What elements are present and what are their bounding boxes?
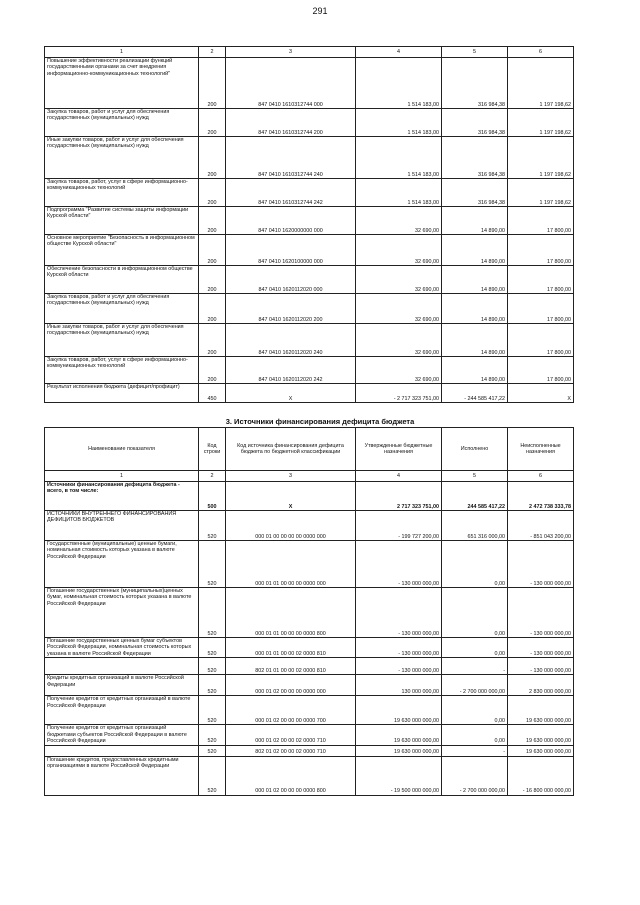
cell-name: Закупка товаров, работ, услуг в сфере информационно-коммуникационных технологий (45, 179, 199, 207)
cell-approved: 1 514 183,00 (356, 179, 442, 207)
cell-approved: 19 630 000 000,00 (356, 725, 442, 745)
cell-name: Государственные (муниципальные) ценные бумаги, номинальная стоимость которых указана в валюте Российской Федерации (45, 541, 199, 588)
column-number-header: 4 (356, 47, 442, 58)
cell-approved: 32 690,00 (356, 266, 442, 294)
cell-unexecuted: 2 830 000 000,00 (508, 675, 574, 696)
cell-line-code: 520 (199, 511, 226, 541)
cell-approved: 32 690,00 (356, 357, 442, 384)
table-row (45, 482, 574, 511)
cell-approved: - 130 000 000,00 (356, 588, 442, 638)
column-number-header: 6 (508, 47, 574, 58)
cell-line-code: 200 (199, 58, 226, 109)
cell-name: Погашение кредитов, предоставленных кредитными организациями в валюте Российской Федерации (45, 756, 199, 795)
table-row (45, 588, 574, 638)
cell-approved: - 130 000 000,00 (356, 541, 442, 588)
cell-approved: 1 514 183,00 (356, 58, 442, 109)
cell-executed: 651 316 000,00 (442, 511, 508, 541)
cell-approved: 19 630 000 000,00 (356, 696, 442, 725)
column-header: Исполнено (442, 428, 508, 471)
cell-name (45, 658, 199, 675)
cell-executed: 14 890,00 (442, 324, 508, 357)
column-header: Неисполненные назначения (508, 428, 574, 471)
cell-approved: 130 000 000,00 (356, 675, 442, 696)
table-row (45, 541, 574, 588)
table-row (45, 109, 574, 137)
cell-name: Иные закупки товаров, работ и услуг для обеспечения государственных (муниципальных) нужд (45, 324, 199, 357)
cell-classification-code: 000 01 02 00 00 00 0000 800 (226, 756, 356, 795)
cell-name: Основное мероприятие "Безопасность в информационном обществе Курской области" (45, 235, 199, 266)
cell-approved: 32 690,00 (356, 207, 442, 235)
column-header: Наименование показателя (45, 428, 199, 471)
cell-approved: 1 514 183,00 (356, 137, 442, 179)
cell-classification-code: 847 0410 1610312744 240 (226, 137, 356, 179)
table-row (45, 756, 574, 795)
cell-unexecuted: 19 630 000 000,00 (508, 725, 574, 745)
cell-line-code: 200 (199, 294, 226, 324)
column-number-header: 1 (45, 471, 199, 482)
cell-unexecuted: - 16 800 000 000,00 (508, 756, 574, 795)
cell-executed: 0,00 (442, 638, 508, 658)
cell-classification-code: 000 01 01 00 00 02 0000 810 (226, 638, 356, 658)
cell-line-code: 450 (199, 384, 226, 403)
cell-unexecuted: 17 800,00 (508, 357, 574, 384)
cell-classification-code: X (226, 384, 356, 403)
column-header: Код источника финансирования дефицита бюджета по бюджетной классификации (226, 428, 356, 471)
table-header-row (45, 47, 574, 58)
cell-unexecuted: 17 800,00 (508, 294, 574, 324)
page-number: 291 (312, 6, 328, 16)
cell-name: Погашение государственных ценных бумаг субъектов Российской Федерации, номинальная стоимость которых указана в валюте Российской Федерации (45, 638, 199, 658)
cell-line-code: 520 (199, 658, 226, 675)
cell-executed: 316 984,38 (442, 179, 508, 207)
table-row (45, 235, 574, 266)
cell-classification-code: 000 01 00 00 00 00 0000 000 (226, 511, 356, 541)
cell-line-code: 520 (199, 541, 226, 588)
cell-executed: - 2 700 000 000,00 (442, 675, 508, 696)
cell-classification-code: 847 0410 1620112020 242 (226, 357, 356, 384)
cell-name: Повышение эффективности реализации функций государственными органами за счет внедрения информационно-коммуникационных технологий" (45, 58, 199, 109)
cell-executed: 0,00 (442, 588, 508, 638)
cell-classification-code: 847 0410 1610312744 242 (226, 179, 356, 207)
cell-classification-code: 000 01 02 00 00 00 0000 000 (226, 675, 356, 696)
cell-approved: 32 690,00 (356, 235, 442, 266)
cell-approved: - 130 000 000,00 (356, 658, 442, 675)
cell-classification-code: 847 0410 1610312744 000 (226, 58, 356, 109)
cell-name: Кредиты кредитных организаций в валюте Российской Федерации (45, 675, 199, 696)
cell-approved: 32 690,00 (356, 294, 442, 324)
cell-line-code: 200 (199, 357, 226, 384)
cell-unexecuted: 1 197 198,62 (508, 137, 574, 179)
cell-line-code: 200 (199, 109, 226, 137)
cell-executed: 244 585 417,22 (442, 482, 508, 511)
cell-classification-code: 847 0410 1620100000 000 (226, 235, 356, 266)
cell-approved: 32 690,00 (356, 324, 442, 357)
cell-line-code: 520 (199, 725, 226, 745)
cell-executed: 0,00 (442, 725, 508, 745)
column-number-header: 5 (442, 47, 508, 58)
cell-unexecuted: 17 800,00 (508, 324, 574, 357)
cell-unexecuted: - 130 000 000,00 (508, 638, 574, 658)
cell-executed: 316 984,38 (442, 137, 508, 179)
deficit-sources-table (44, 427, 574, 796)
cell-name: Обеспечение безопасности в информационном обществе Курской области (45, 266, 199, 294)
cell-classification-code: 802 01 01 00 00 02 0000 810 (226, 658, 356, 675)
table-row (45, 384, 574, 403)
cell-name: Получение кредитов от кредитных организаций бюджетами субъектов Российской Федерации в валюте Российской Федерации (45, 725, 199, 745)
column-number-header: 1 (45, 47, 199, 58)
cell-classification-code: 847 0410 1620000000 000 (226, 207, 356, 235)
cell-name: Источники финансирования дефицита бюджета - всего, в том числе: (45, 482, 199, 511)
cell-approved: - 2 717 323 751,00 (356, 384, 442, 403)
cell-line-code: 200 (199, 137, 226, 179)
table-row (45, 725, 574, 745)
table-row (45, 511, 574, 541)
cell-classification-code: 000 01 01 00 00 00 0000 000 (226, 541, 356, 588)
cell-line-code: 200 (199, 266, 226, 294)
cell-executed: 0,00 (442, 696, 508, 725)
cell-unexecuted: - 130 000 000,00 (508, 588, 574, 638)
cell-executed: 14 890,00 (442, 357, 508, 384)
column-number-header: 5 (442, 471, 508, 482)
table-row (45, 266, 574, 294)
cell-approved: - 130 000 000,00 (356, 638, 442, 658)
column-number-header: 2 (199, 47, 226, 58)
cell-executed: 14 890,00 (442, 235, 508, 266)
table-row (45, 638, 574, 658)
cell-unexecuted: 17 800,00 (508, 207, 574, 235)
cell-unexecuted: 1 197 198,62 (508, 179, 574, 207)
cell-name: Получение кредитов от кредитных организаций в валюте Российской Федерации (45, 696, 199, 725)
cell-unexecuted: 17 800,00 (508, 235, 574, 266)
table-row (45, 207, 574, 235)
column-number-header: 4 (356, 471, 442, 482)
cell-approved: 19 630 000 000,00 (356, 745, 442, 756)
cell-approved: - 199 727 200,00 (356, 511, 442, 541)
section-3-title: 3. Источники финансирования дефицита бюджета (225, 417, 415, 426)
cell-name (45, 745, 199, 756)
cell-line-code: 520 (199, 675, 226, 696)
cell-unexecuted: - 851 043 200,00 (508, 511, 574, 541)
table-row (45, 658, 574, 675)
cell-line-code: 520 (199, 696, 226, 725)
cell-line-code: 520 (199, 756, 226, 795)
cell-classification-code: 847 0410 1620112020 240 (226, 324, 356, 357)
cell-classification-code: 000 01 02 00 00 02 0000 710 (226, 725, 356, 745)
cell-name: Подпрограмма "Развитие системы защиты информации Курской области" (45, 207, 199, 235)
cell-line-code: 520 (199, 638, 226, 658)
table-row (45, 696, 574, 725)
cell-classification-code: 847 0410 1620112020 200 (226, 294, 356, 324)
cell-unexecuted: - 130 000 000,00 (508, 541, 574, 588)
column-number-header: 3 (226, 47, 356, 58)
table-row (45, 294, 574, 324)
column-number-header: 3 (226, 471, 356, 482)
cell-classification-code: X (226, 482, 356, 511)
cell-executed: 0,00 (442, 541, 508, 588)
table-row (45, 179, 574, 207)
cell-line-code: 200 (199, 207, 226, 235)
cell-executed: 316 984,38 (442, 109, 508, 137)
table-row (45, 58, 574, 109)
table-row (45, 745, 574, 756)
cell-approved: 2 717 323 751,00 (356, 482, 442, 511)
table-header-row (45, 428, 574, 471)
cell-classification-code: 847 0410 1610312744 200 (226, 109, 356, 137)
cell-unexecuted: 17 800,00 (508, 266, 574, 294)
cell-executed: 14 890,00 (442, 266, 508, 294)
cell-name: Закупка товаров, работ и услуг для обеспечения государственных (муниципальных) нужд (45, 294, 199, 324)
cell-executed: 14 890,00 (442, 294, 508, 324)
cell-executed: - (442, 745, 508, 756)
column-header: Утвержденные бюджетные назначения (356, 428, 442, 471)
cell-name: Закупка товаров, работ и услуг для обеспечения государственных (муниципальных) нужд (45, 109, 199, 137)
cell-name: Результат исполнения бюджета (дефицит/профицит) (45, 384, 199, 403)
cell-unexecuted: 19 630 000 000,00 (508, 696, 574, 725)
cell-unexecuted: 19 630 000 000,00 (508, 745, 574, 756)
cell-name: Погашение государственных (муниципальных)ценных бумаг, номинальная стоимость которых указана в валюте Российской Федерации (45, 588, 199, 638)
cell-line-code: 200 (199, 324, 226, 357)
cell-line-code: 500 (199, 482, 226, 511)
cell-line-code: 520 (199, 745, 226, 756)
cell-executed: - 2 700 000 000,00 (442, 756, 508, 795)
cell-classification-code: 000 01 01 00 00 00 0000 800 (226, 588, 356, 638)
table-row (45, 357, 574, 384)
cell-line-code: 200 (199, 179, 226, 207)
cell-approved: - 19 500 000 000,00 (356, 756, 442, 795)
cell-unexecuted: - 130 000 000,00 (508, 658, 574, 675)
cell-executed: - (442, 658, 508, 675)
column-number-header: 6 (508, 471, 574, 482)
cell-line-code: 520 (199, 588, 226, 638)
cell-approved: 1 514 183,00 (356, 109, 442, 137)
budget-expenses-table (44, 46, 574, 403)
cell-unexecuted: 1 197 198,62 (508, 58, 574, 109)
column-header: Код строки (199, 428, 226, 471)
cell-line-code: 200 (199, 235, 226, 266)
cell-executed: - 244 585 417,22 (442, 384, 508, 403)
table-row (45, 675, 574, 696)
column-number-header: 2 (199, 471, 226, 482)
cell-classification-code: 802 01 02 00 00 02 0000 710 (226, 745, 356, 756)
cell-name: Иные закупки товаров, работ и услуг для обеспечения государственных (муниципальных) нужд (45, 137, 199, 179)
cell-name: Закупка товаров, работ, услуг в сфере информационно-коммуникационных технологий (45, 357, 199, 384)
cell-classification-code: 847 0410 1620112020 000 (226, 266, 356, 294)
cell-executed: 316 984,38 (442, 58, 508, 109)
cell-name: ИСТОЧНИКИ ВНУТРЕННЕГО ФИНАНСИРОВАНИЯ ДЕФИЦИТОВ БЮДЖЕТОВ (45, 511, 199, 541)
table-row (45, 137, 574, 179)
cell-executed: 14 890,00 (442, 207, 508, 235)
table-row (45, 324, 574, 357)
column-number-row (45, 471, 574, 482)
cell-unexecuted: 2 472 738 333,78 (508, 482, 574, 511)
cell-classification-code: 000 01 02 00 00 00 0000 700 (226, 696, 356, 725)
cell-unexecuted: X (508, 384, 574, 403)
cell-unexecuted: 1 197 198,62 (508, 109, 574, 137)
